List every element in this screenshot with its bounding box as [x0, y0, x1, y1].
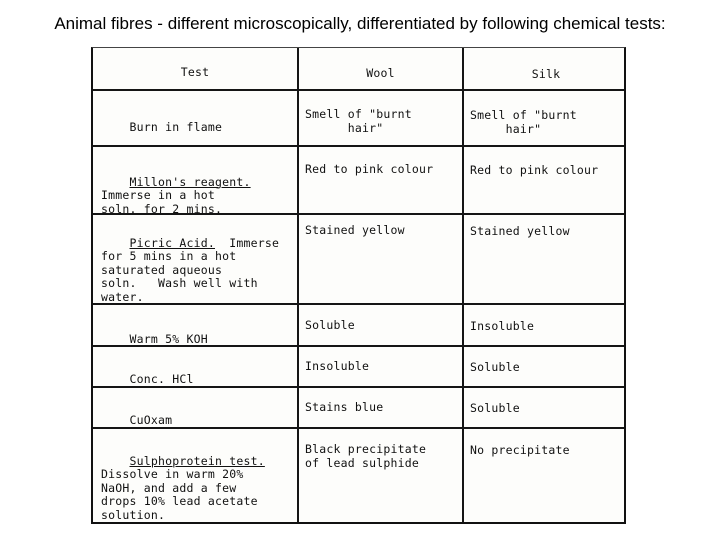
row-burn-wool: Smell of "burnt hair" — [305, 107, 412, 135]
row-burn-silk: Smell of "burnt hair" — [470, 108, 577, 136]
test-title: CuOxam — [129, 412, 173, 427]
row-millon-test — [101, 162, 297, 230]
row-koh-test — [101, 319, 297, 360]
row-millon-silk: Red to pink colour — [470, 163, 599, 177]
row-hcl-test — [101, 359, 297, 400]
row-sulphoprotein-test — [101, 441, 297, 524]
test-title: Warm 5% KOH — [129, 331, 208, 346]
row-millon-wool: Red to pink colour — [305, 162, 434, 176]
test-title: Picric Acid. — [129, 235, 215, 250]
test-title: Millon's reagent. — [129, 174, 251, 189]
row-picric-test — [101, 223, 297, 318]
test-title-suffix: Immerse — [214, 235, 280, 250]
header-silk: Silk — [531, 67, 561, 81]
row-hcl-wool: Insoluble — [305, 359, 370, 373]
row-hcl-silk: Soluble — [470, 360, 520, 374]
row-burn-test — [101, 107, 297, 148]
row-cuoxam-silk: Soluble — [470, 401, 520, 415]
test-title: Sulphoprotein test. — [129, 453, 265, 468]
row-cuoxam-wool: Stains blue — [305, 400, 384, 414]
row-picric-wool: Stained yellow — [305, 223, 405, 237]
test-title: Burn in flame — [129, 119, 223, 134]
row-picric-silk: Stained yellow — [470, 224, 570, 238]
header-test: Test — [180, 65, 210, 79]
test-body: Dissolve in warm 20% NaOH, and add a few drops 10% lead acetate solution. — [101, 467, 258, 522]
slide-title: Animal fibres - different microscopically, differentiated by following chemical tests: — [54, 14, 666, 33]
column-divider-1 — [297, 48, 299, 522]
test-body: Immerse in a hot soln. for 2 mins. — [101, 188, 223, 216]
row-koh-wool: Soluble — [305, 318, 355, 332]
row-sulphoprotein-wool: Black precipitate of lead sulphide — [305, 442, 427, 470]
row-koh-silk: Insoluble — [470, 319, 535, 333]
test-title: Conc. HCl — [129, 371, 194, 386]
row-cuoxam-test — [101, 400, 297, 441]
header-divider — [93, 89, 624, 91]
test-body: for 5 mins in a hot saturated aqueous soln. Wash well with water. — [101, 249, 258, 304]
row-sulphoprotein-silk: No precipitate — [470, 443, 570, 457]
chemical-tests-table — [91, 47, 626, 524]
header-wool: Wool — [366, 66, 395, 80]
